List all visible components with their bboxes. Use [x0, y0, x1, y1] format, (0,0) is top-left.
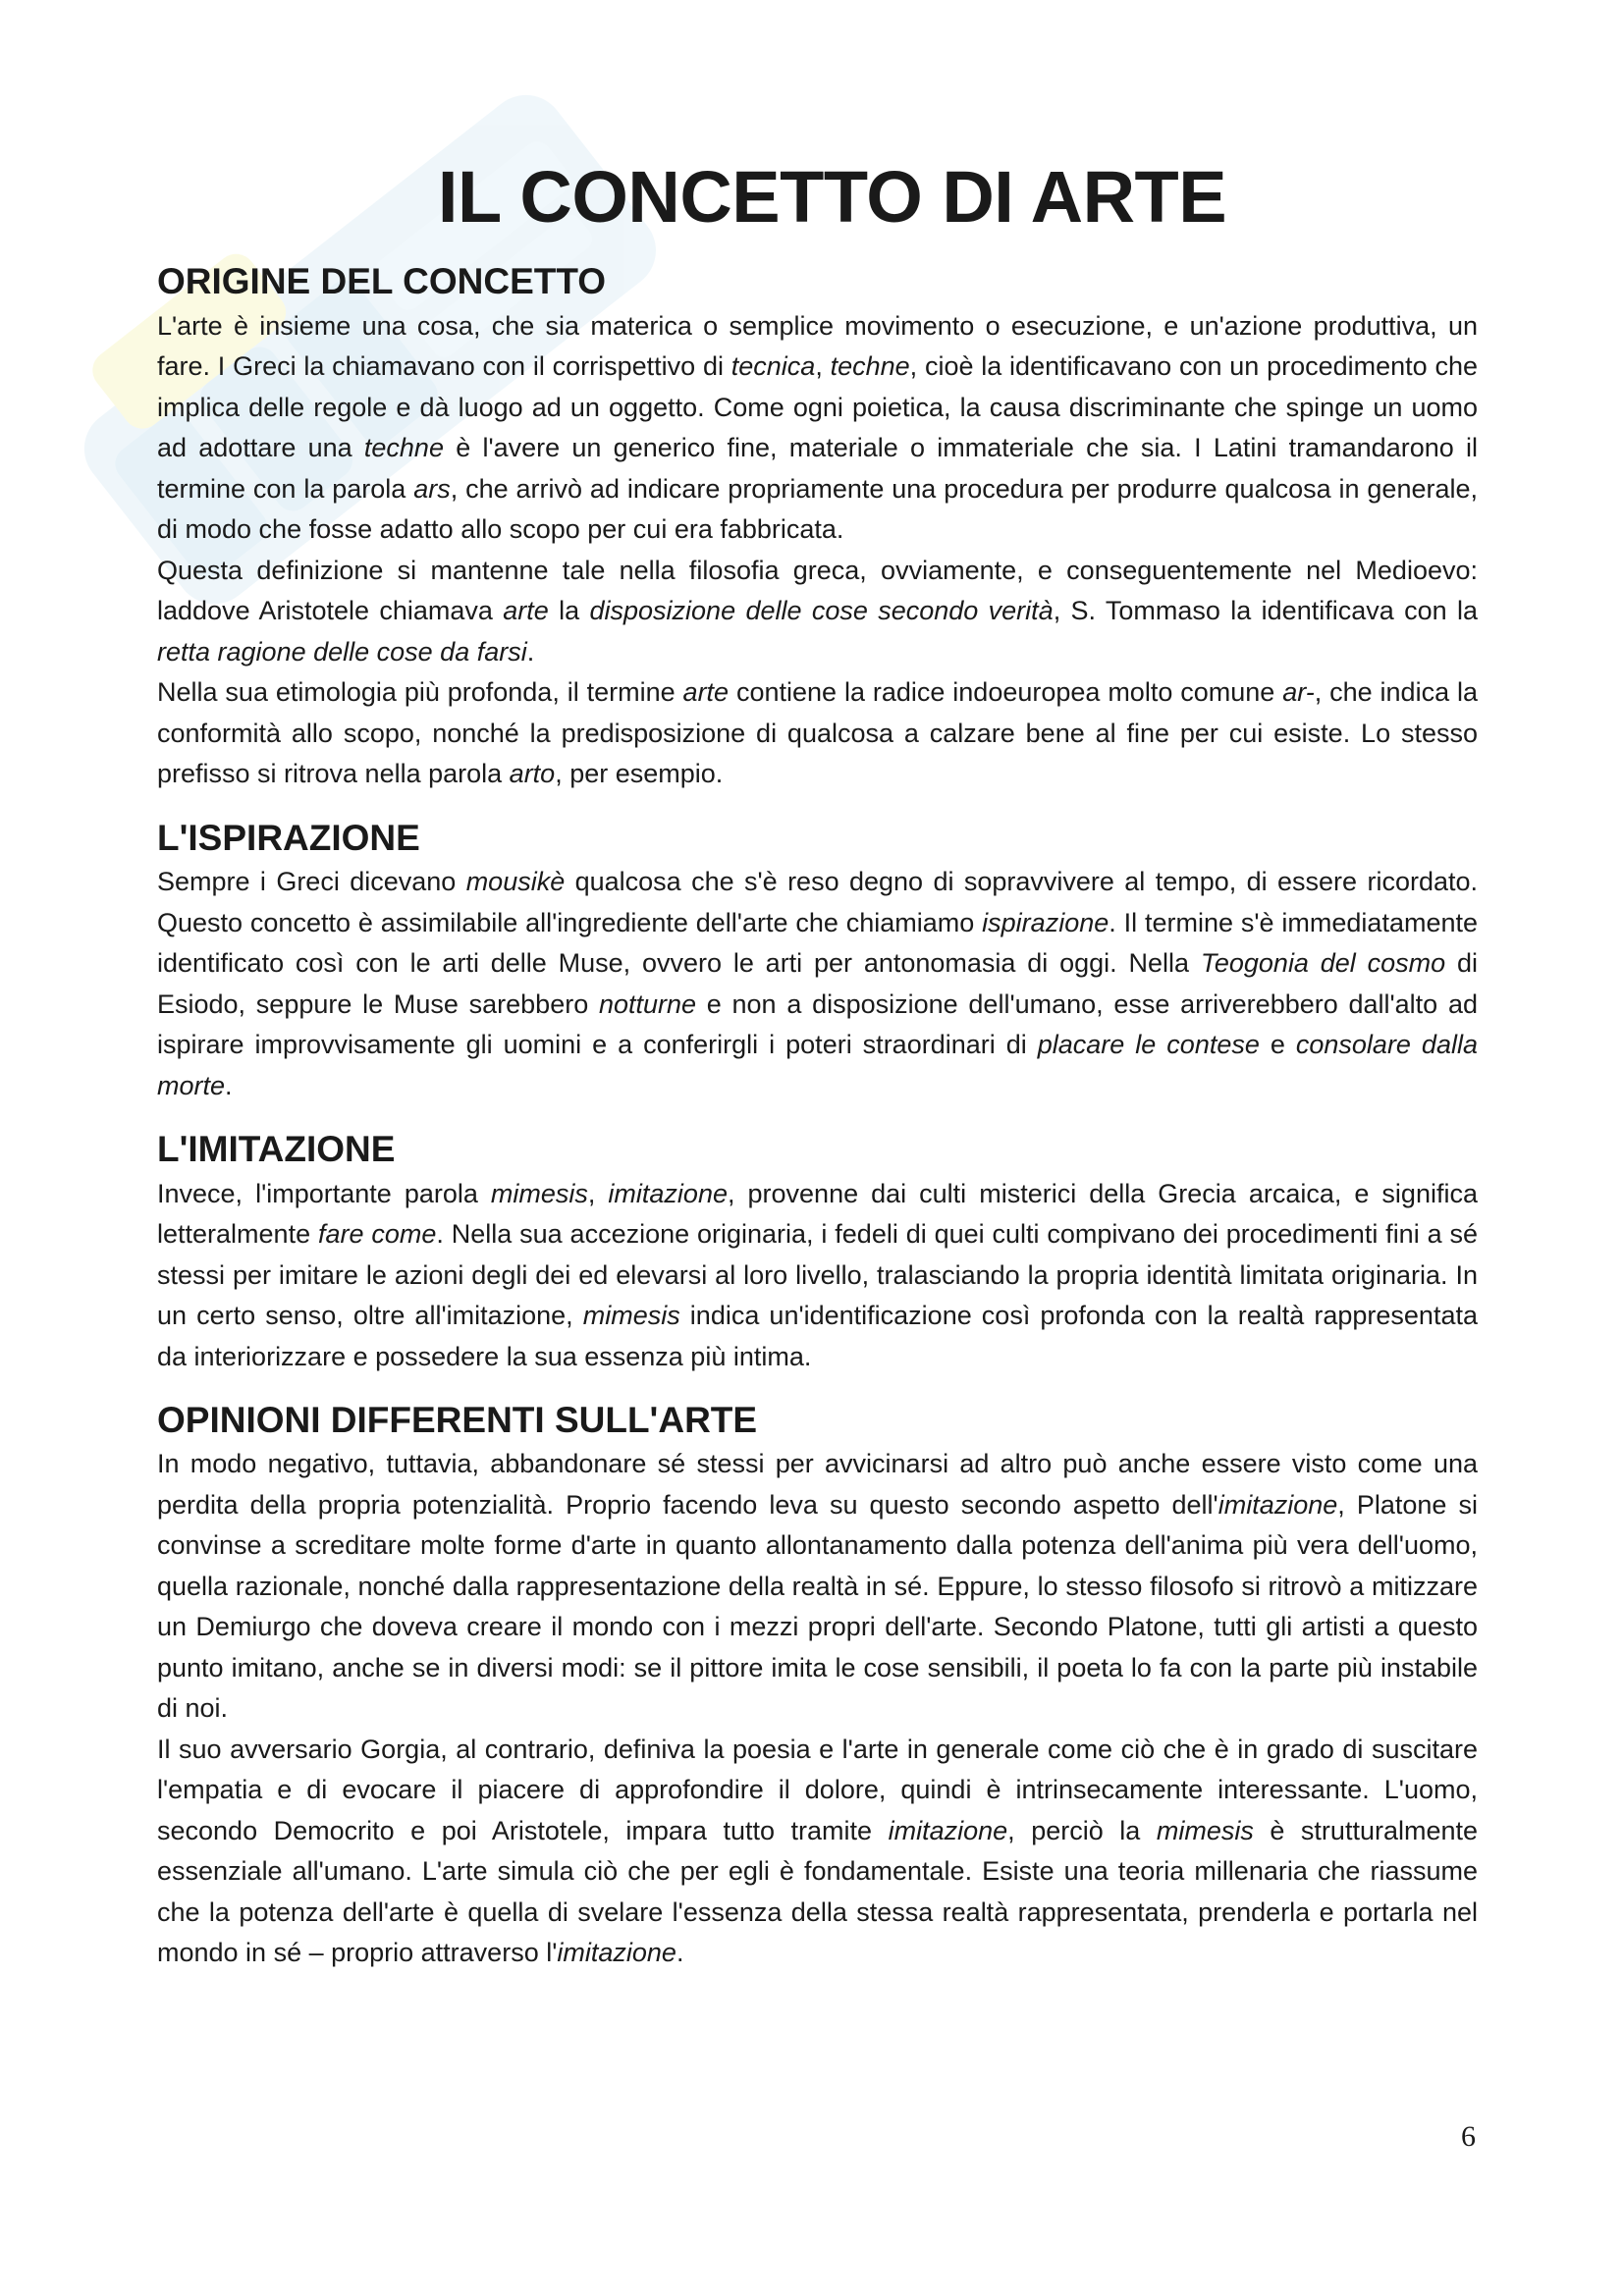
- text-run: qualcosa che s'è reso degno di sopravvivere al tempo, di essere ricordato. Questo concetto è assimilabile all'ingrediente dell'arte che chiamiamo: [157, 867, 1479, 937]
- italic-term: ars: [413, 473, 451, 504]
- italic-term: retta ragione delle cose da farsi: [157, 636, 527, 667]
- text-run: . Nella sua accezione originaria, i fedeli di quei culti compivano dei procedimenti fini a sé stessi per imitare le azioni degli dei ed elevarsi al loro livello, tralasciando la propria identità limitata originaria. In un certo senso, oltre all'imitazione,: [157, 1219, 1478, 1331]
- text-run: Invece, l'importante parola: [157, 1178, 491, 1208]
- text-run: .: [225, 1070, 233, 1100]
- text-run: , Platone si convinse a screditare molte forme d'arte in quanto allontanamento dalla potenza dell'anima più vera dell'uomo, quella razionale, nonché dalla rappresentazione della realtà in sé. Eppure, lo stesso filosofo si ritrovò a mitizzare un Demiurgo che doveva creare il mondo con i mezzi propri dell'arte. Secondo Platone, tutti gli artisti a questo punto imitano, anche se in diversi modi: se il pittore imita le cose sensibili, il poeta lo fa con la parte più instabile di noi.: [157, 1489, 1479, 1724]
- document-page: [157, 157, 1478, 1996]
- italic-term: arto: [509, 759, 556, 789]
- italic-term: disposizione delle cose secondo verità: [589, 596, 1054, 626]
- paragraph: [157, 1174, 1478, 1378]
- text-run: indica un'identificazione così profonda con la realtà rappresentata da interiorizzare e possedere la sua essenza più intima.: [157, 1301, 1478, 1371]
- section-heading: L'IMITAZIONE: [157, 1129, 396, 1170]
- paragraph: [157, 1444, 1478, 1730]
- text-run: e: [1259, 1030, 1296, 1060]
- text-run: Il suo avversario Gorgia, al contrario, definiva la poesia e l'arte in generale come ciò che è in grado di suscitare l'empatia e di evocare il piacere di approfondire il dolore, quindi è intrinsecamente interessante. L'uomo, secondo Democrito e poi Aristotele, impara tutto tramite: [157, 1734, 1478, 1845]
- text-run: Questa definizione si mantenne tale nella filosofia greca, ovviamente, e conseguentemente nel Medioevo: laddove Aristotele chiamava: [157, 555, 1478, 626]
- text-run: Sempre i Greci dicevano: [157, 867, 466, 897]
- italic-term: mimesis: [582, 1301, 680, 1331]
- text-run: , cioè la identificavano con un procedimento che implica delle regole e dà luogo ad un oggetto. Come ogni poietica, la causa discriminante che spinge un uomo ad adottare una: [157, 351, 1478, 463]
- paragraph: [157, 551, 1478, 673]
- section-imitazione: [157, 1128, 1478, 1377]
- text-run: In modo negativo, tuttavia, abbandonare sé stessi per avvicinarsi ad altro può anche essere visto come una perdita della propria potenzialità. Proprio facendo leva su questo secondo aspetto dell': [157, 1449, 1478, 1520]
- italic-term: ispirazione: [982, 907, 1109, 937]
- italic-term: placare le contese: [1037, 1030, 1260, 1060]
- italic-term: ar-: [1282, 677, 1315, 708]
- text-run: ,: [587, 1178, 609, 1208]
- italic-term: tecnica: [730, 351, 816, 382]
- text-run: , che indica la conformità allo scopo, nonché la predisposizione di qualcosa a calzare bene al fine per cui esiste. Lo stesso prefisso si ritrova nella parola: [157, 677, 1478, 789]
- section-heading: OPINIONI DIFFERENTI SULL'ARTE: [157, 1400, 758, 1441]
- text-run: , che arrivò ad indicare propriamente una procedura per produrre qualcosa in generale, di modo che fosse adatto allo scopo per cui era fabbricata.: [157, 473, 1479, 545]
- paragraph: [157, 862, 1478, 1106]
- paragraph: [157, 1730, 1478, 1974]
- page-title: IL CONCETTO DI ARTE: [437, 156, 1227, 238]
- text-run: è strutturalmente essenziale all'umano. L'arte simula ciò che per egli è fondamentale. Esiste una teoria millenaria che riassume che la potenza dell'arte è quella di svelare l'essenza della stessa realtà rappresentata, prenderla e portarla nel mondo in sé – proprio attraverso l': [157, 1815, 1479, 1968]
- text-run: , per esempio.: [555, 759, 724, 789]
- italic-term: imitazione: [608, 1178, 728, 1208]
- section-heading: ORIGINE DEL CONCETTO: [157, 261, 607, 302]
- italic-term: arte: [682, 677, 730, 708]
- section-heading: L'ISPIRAZIONE: [157, 817, 420, 858]
- text-run: L'arte è insieme una cosa, che sia materica o semplice movimento o esecuzione, e un'azione produttiva, un fare. I Greci la chiamavano con il corrispettivo di: [157, 310, 1478, 382]
- section-origine: [157, 260, 1478, 794]
- text-run: , S. Tommaso la identificava con la: [1053, 596, 1478, 626]
- text-run: , provenne dai culti misterici della Grecia arcaica, e significa letteralmente: [157, 1178, 1478, 1250]
- italic-term: imitazione: [1217, 1489, 1338, 1520]
- section-ispirazione: [157, 817, 1478, 1106]
- paragraph: [157, 672, 1478, 795]
- text-run: di Esiodo, seppure le Muse sarebbero: [157, 948, 1478, 1019]
- italic-term: arte: [503, 596, 549, 626]
- italic-term: techne: [830, 351, 910, 382]
- text-run: . Il termine s'è immediatamente identificato così con le arti delle Muse, ovvero le arti per antonomasia di oggi. Nella: [157, 907, 1478, 979]
- italic-term: mimesis: [1156, 1815, 1254, 1845]
- italic-term: mousikè: [465, 867, 566, 897]
- text-run: .: [676, 1938, 684, 1968]
- text-run: , perciò la: [1007, 1815, 1157, 1845]
- text-run: .: [526, 636, 535, 667]
- page-number: 6: [1461, 2120, 1476, 2153]
- italic-term: consolare dalla morte: [157, 1030, 1478, 1100]
- text-run: è l'avere un generico fine, materiale o immateriale che sia. I Latini tramandarono il termine con la parola: [157, 433, 1478, 504]
- italic-term: imitazione: [888, 1815, 1008, 1845]
- text-run: e non a disposizione dell'umano, esse arriverebbero dall'alto ad ispirare improvvisamente gli uomini e a conferirgli i poteri straordinari di: [157, 988, 1478, 1060]
- italic-term: mimesis: [490, 1178, 588, 1208]
- italic-term: fare come: [317, 1219, 437, 1250]
- text-run: ,: [815, 351, 831, 382]
- text-run: la: [548, 596, 590, 626]
- italic-term: notturne: [598, 988, 697, 1019]
- italic-term: techne: [363, 433, 444, 463]
- text-run: contiene la radice indoeuropea molto comune: [729, 677, 1283, 708]
- italic-term: imitazione: [557, 1938, 676, 1968]
- italic-term: Teogonia del cosmo: [1200, 948, 1446, 979]
- section-opinioni: [157, 1399, 1478, 1974]
- text-run: Nella sua etimologia più profonda, il termine: [157, 677, 683, 708]
- paragraph: [157, 306, 1478, 551]
